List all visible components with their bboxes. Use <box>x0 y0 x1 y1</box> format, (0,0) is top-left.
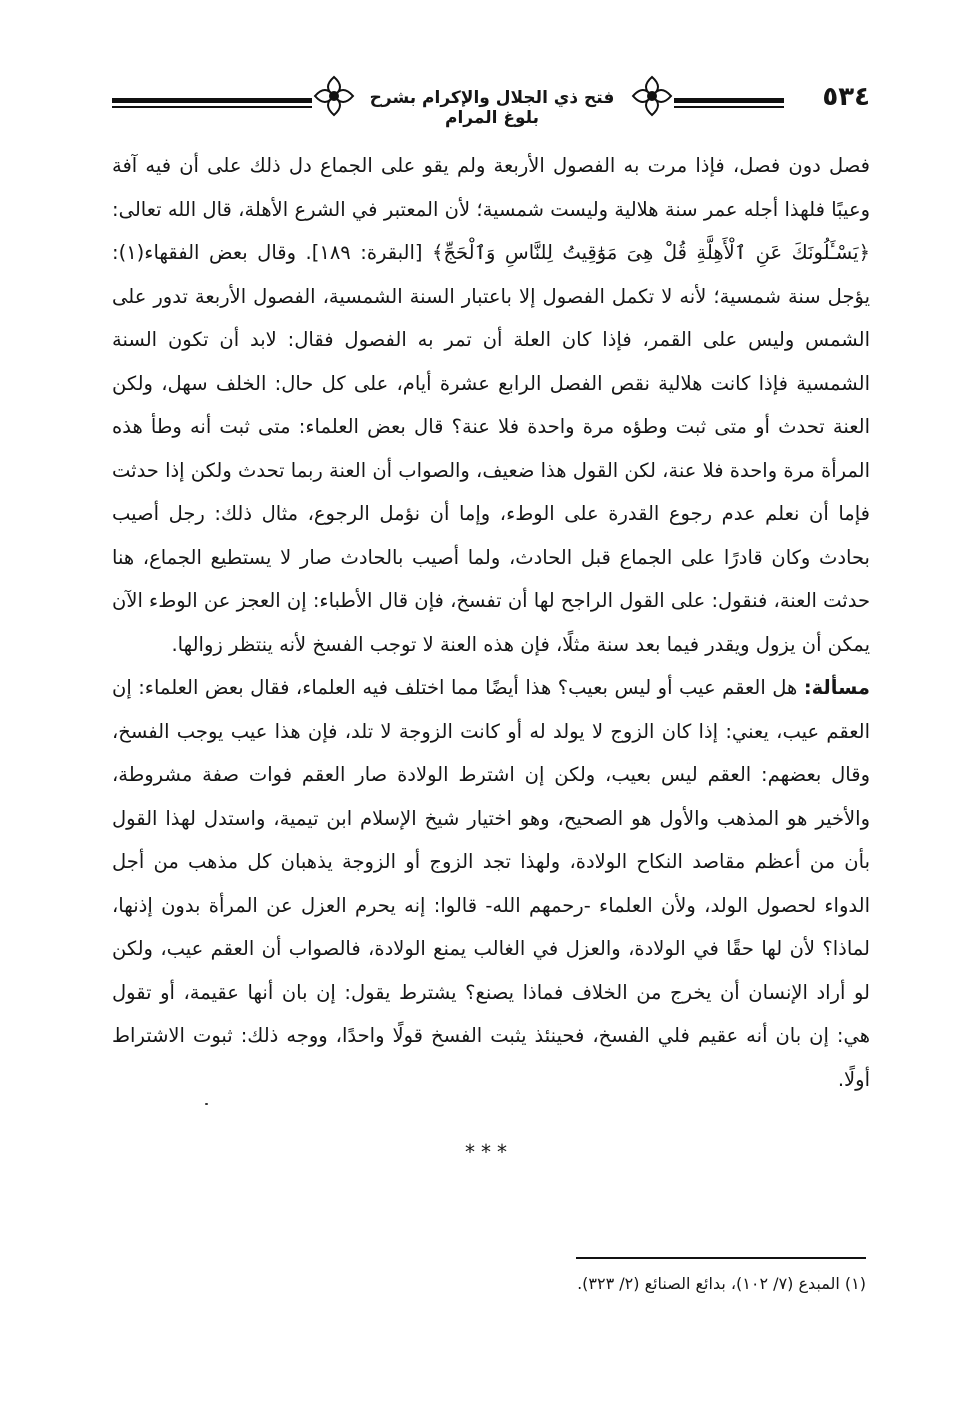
issue-label: مسألة: <box>803 676 870 699</box>
right-ornament-icon <box>630 74 674 118</box>
header-rule-left-thin <box>112 106 312 108</box>
page-header <box>112 68 870 138</box>
paragraph-2 <box>112 666 870 1101</box>
scan-speck <box>205 1103 208 1105</box>
footnote-rule <box>576 1257 866 1259</box>
page-number: ٥٣٤ <box>822 82 870 112</box>
paragraph-1: فصل دون فصل، فإذا مرت به الفصول الأربعة ولم يقو على الجماع دل ذلك على أن فيه آفة وعيبًا فلهذا أجله عمر سنة هلالية وليست شمسية؛ لأن المعتبر في الشرع الأهلة، قال الله تعالى: ﴿يَسْـَٔلُونَكَ عَنِ ٱلْأَهِلَّةِ قُلْ هِىَ مَوَٰقِيتُ لِلنَّاسِ وَٱلْحَجِّ﴾ [البقرة: ١٨٩]. وقال بعض الفقهاء(١): يؤجل سنة شمسية؛ لأنه لا تكمل الفصول إلا باعتبار السنة الشمسية، الفصول الأربعة تدور على الشمس وليس على القمر، فإذا كان العلة أن تمر به الفصول فقال: لابد أن تكون السنة الشمسية فإذا كانت هلالية نقص الفصل الرابع عشرة أيام، على كل حال: الخلف سهل، ولكن العنة تحدث أو متى ثبت وطؤه مرة واحدة فلا عنة؟ قال بعض العلماء: متى ثبت أنه وطأ هذه المرأة مرة واحدة فلا عنة، لكن القول هذا ضعيف، والصواب أن العنة ربما تحدث ولكن إذا حدثت فإما أن نعلم عدم رجوع القدرة على الوطء، وإما أن نؤمل الرجوع، مثال ذلك: رجل أصيب بحادث وكان قادرًا على الجماع قبل الحادث، ولما أصيب بالحادث صار لا يستطيع الجماع، هنا حدثت العنة، فنقول: على القول الراجح لها أن تفسخ، فإن قال الأطباء: إن العجز عن الوطء الآن يمكن أن يزول ويقدر فيما بعد سنة مثلًا، فإن هذه العنة لا توجب الفسخ لأنه ينتظر زوالها. <box>112 154 870 656</box>
book-title: فتح ذي الجلال والإكرام بشرح بلوغ المرام <box>369 88 615 128</box>
main-text <box>112 144 870 1101</box>
header-rule-left-thick <box>112 98 312 103</box>
section-separator: *** <box>465 1140 513 1164</box>
header-rule-right-thick <box>674 98 784 103</box>
left-ornament-icon <box>312 74 356 118</box>
footnote: (١) المبدع (٧/ ١٠٢)، بدائع الصنائع (٢/ ٣٢٣). <box>577 1274 866 1293</box>
header-rule-right-thin <box>674 106 784 108</box>
paragraph-2-text: هل العقم عيب أو ليس بعيب؟ هذا أيضًا مما اختلف فيه العلماء، فقال بعض العلماء: إن العقم عيب، يعني: إذا كان الزوج لا يولد له أو كانت الزوجة لا تلد، فإن هذا عيب يوجب الفسخ، وقال بعضهم: العقم ليس بعيب، ولكن إن اشترط الولادة صار العقم فوات صفة مشروطة، والأخير هو المذهب والأول هو الصحيح، وهو اختيار شيخ الإسلام ابن تيمية، واستدل لهذا القول بأن من أعظم مقاصد النكاح الولادة، ولهذا تجد الزوج أو الزوجة يذهبان كل مذهب من أجل الدواء لحصول الولد، ولأن العلماء -رحمهم الله- قالوا: إنه يحرم العزل عن المرأة بدون إذنها، لماذا؟ لأن لها حقًا في الولادة، والعزل في الغالب يمنع الولادة، فالصواب أن العقم عيب، ولكن لو أراد الإنسان أن يخرج من الخلاف فماذا يصنع؟ يشترط يقول: إن بان أنها عقيمة، أو تقول هي: إن بان أنه عقيم فلي الفسخ، فحينئذ يثبت الفسخ قولًا واحدًا، ووجه ذلك: ثبوت الاشتراط أولًا. <box>112 676 870 1091</box>
